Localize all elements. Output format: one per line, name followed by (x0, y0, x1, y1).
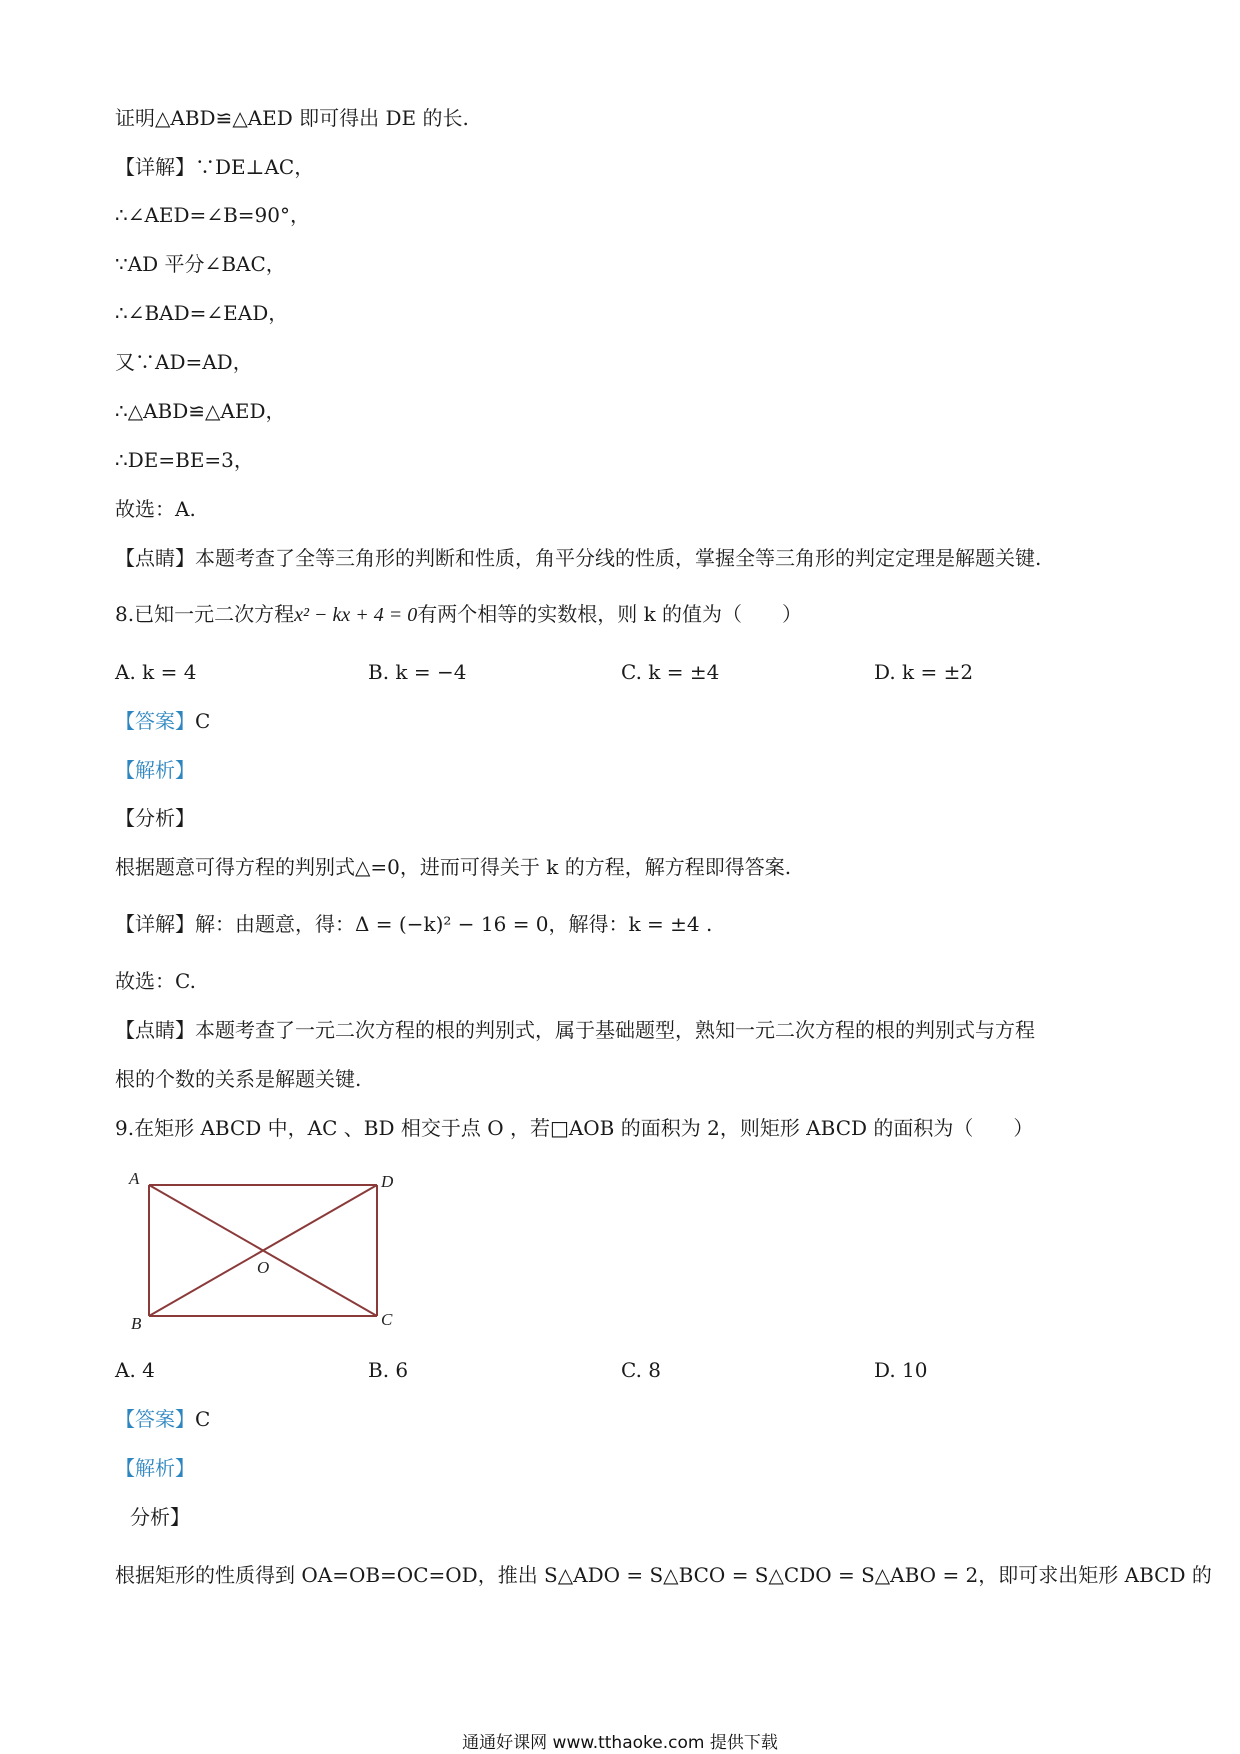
comment-line: 【点睛】本题考查了全等三角形的判断和性质，角平分线的性质，掌握全等三角形的判定定理是解题关键. (115, 546, 1042, 570)
q9-answer-value: C (195, 1407, 211, 1431)
q8-answer-label: 【答案】 (115, 709, 195, 733)
q8-option-b: B. k = −4 (368, 660, 467, 684)
page-footer: 通通好课网 www.tthaoke.com 提供下载 (462, 1733, 778, 1753)
rectangle-figure (125, 1165, 415, 1335)
q8-option-a: A. k = 4 (115, 660, 197, 684)
q8-choose: 故选：C. (115, 969, 196, 993)
q9-option-b: B. 6 (368, 1358, 409, 1382)
q9-analysis: 根据矩形的性质得到 OA=OB=OC=OD，推出 S△ADO = S△BCO = S△CDO = S△ABO = 2，即可求出矩形 ABCD 的 (115, 1563, 1212, 1587)
question-8-stem (115, 602, 802, 627)
label-o: O (257, 1258, 270, 1277)
label-b: B (131, 1314, 142, 1333)
q8-detail: 【详解】解：由题意，得：Δ = (−k)² − 16 = 0，解得：k = ±4 . (115, 912, 713, 936)
q8-option-d: D. k = ±2 (874, 660, 974, 684)
q9-answer (115, 1407, 210, 1431)
text-line: ∴DE=BE=3， (115, 448, 254, 472)
q9-answer-label: 【答案】 (115, 1407, 195, 1431)
q8-analysis: 根据题意可得方程的判别式△=0，进而可得关于 k 的方程，解方程即得答案. (115, 855, 792, 879)
q8-answer-value: C (195, 709, 211, 733)
label-c: C (381, 1310, 393, 1329)
q8-comment-2: 根的个数的关系是解题关键. (115, 1067, 362, 1091)
label-a: A (129, 1169, 140, 1188)
question-9-stem: 9.在矩形 ABCD 中，AC 、BD 相交于点 O ，若□AOB 的面积为 2，则矩形 ABCD 的面积为（ ） (115, 1116, 1034, 1140)
q9-option-d: D. 10 (874, 1358, 928, 1382)
text-line: ∴∠AED=∠B=90°， (115, 203, 310, 227)
q8-jiexi: 【解析】 (115, 758, 195, 782)
q8-stem-suffix: 有两个相等的实数根，则 k 的值为（ ） (417, 602, 803, 626)
text-line: ∴∠BAD=∠EAD， (115, 301, 289, 325)
q8-answer (115, 709, 210, 733)
q9-option-a: A. 4 (115, 1358, 155, 1382)
q8-stem-prefix: 8.已知一元二次方程 (115, 602, 295, 626)
q9-jiexi: 【解析】 (115, 1456, 195, 1480)
text-line: 故选：A. (115, 497, 196, 521)
text-line: 又∵AD=AD， (115, 350, 253, 374)
q9-fenxi: 分析】 (130, 1505, 190, 1529)
q9-option-c: C. 8 (621, 1358, 662, 1382)
text-line: 【详解】∵DE⊥AC， (115, 155, 315, 179)
q8-equation: x² − kx + 4 = 0 (294, 604, 418, 626)
text-line: 证明△ABD≌△AED 即可得出 DE 的长. (115, 106, 469, 130)
q8-option-c: C. k = ±4 (621, 660, 720, 684)
label-d: D (381, 1172, 394, 1191)
text-line: ∴△ABD≌△AED， (115, 399, 286, 423)
q8-fenxi: 【分析】 (115, 806, 195, 830)
text-line: ∵AD 平分∠BAC， (115, 252, 286, 276)
q8-comment-1: 【点睛】本题考查了一元二次方程的根的判别式，属于基础题型，熟知一元二次方程的根的判别式与方程 (115, 1018, 1035, 1042)
